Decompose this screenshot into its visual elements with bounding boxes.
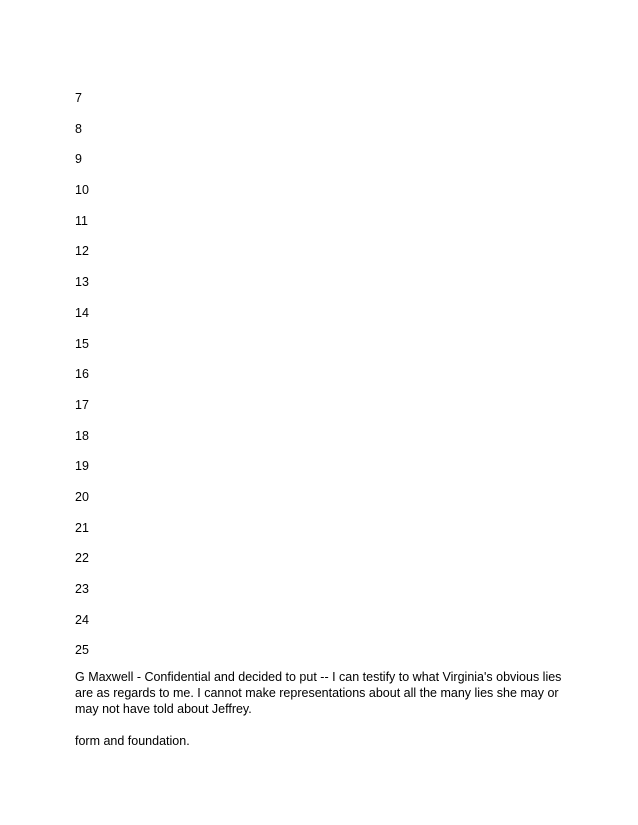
line-number: 20 <box>75 489 89 504</box>
line-number: 8 <box>75 121 82 136</box>
line-number: 9 <box>75 152 82 167</box>
testimony-paragraph: G Maxwell - Confidential and decided to put -- I can testify to what Virginia's obvious lies are as regards to me. I cannot make representations about all the many lies she may or may not have told about Jeffrey. <box>75 670 562 716</box>
line-number: 19 <box>75 459 89 474</box>
line-number: 12 <box>75 244 89 259</box>
line-number: 13 <box>75 275 89 290</box>
line-number-column <box>75 90 89 673</box>
line-number: 25 <box>75 643 89 658</box>
closing-line: form and foundation. <box>75 734 190 748</box>
line-number: 22 <box>75 551 89 566</box>
line-number: 23 <box>75 582 89 596</box>
line-number: 24 <box>75 612 89 627</box>
line-number: 17 <box>75 397 89 412</box>
line-number: 14 <box>75 305 89 320</box>
line-number: 15 <box>75 336 89 351</box>
line-number: 11 <box>75 213 88 228</box>
line-number: 18 <box>75 428 89 443</box>
line-number: 21 <box>75 520 89 535</box>
line-number: 16 <box>75 367 89 382</box>
line-number: 10 <box>75 183 89 198</box>
line-number: 7 <box>75 91 82 105</box>
